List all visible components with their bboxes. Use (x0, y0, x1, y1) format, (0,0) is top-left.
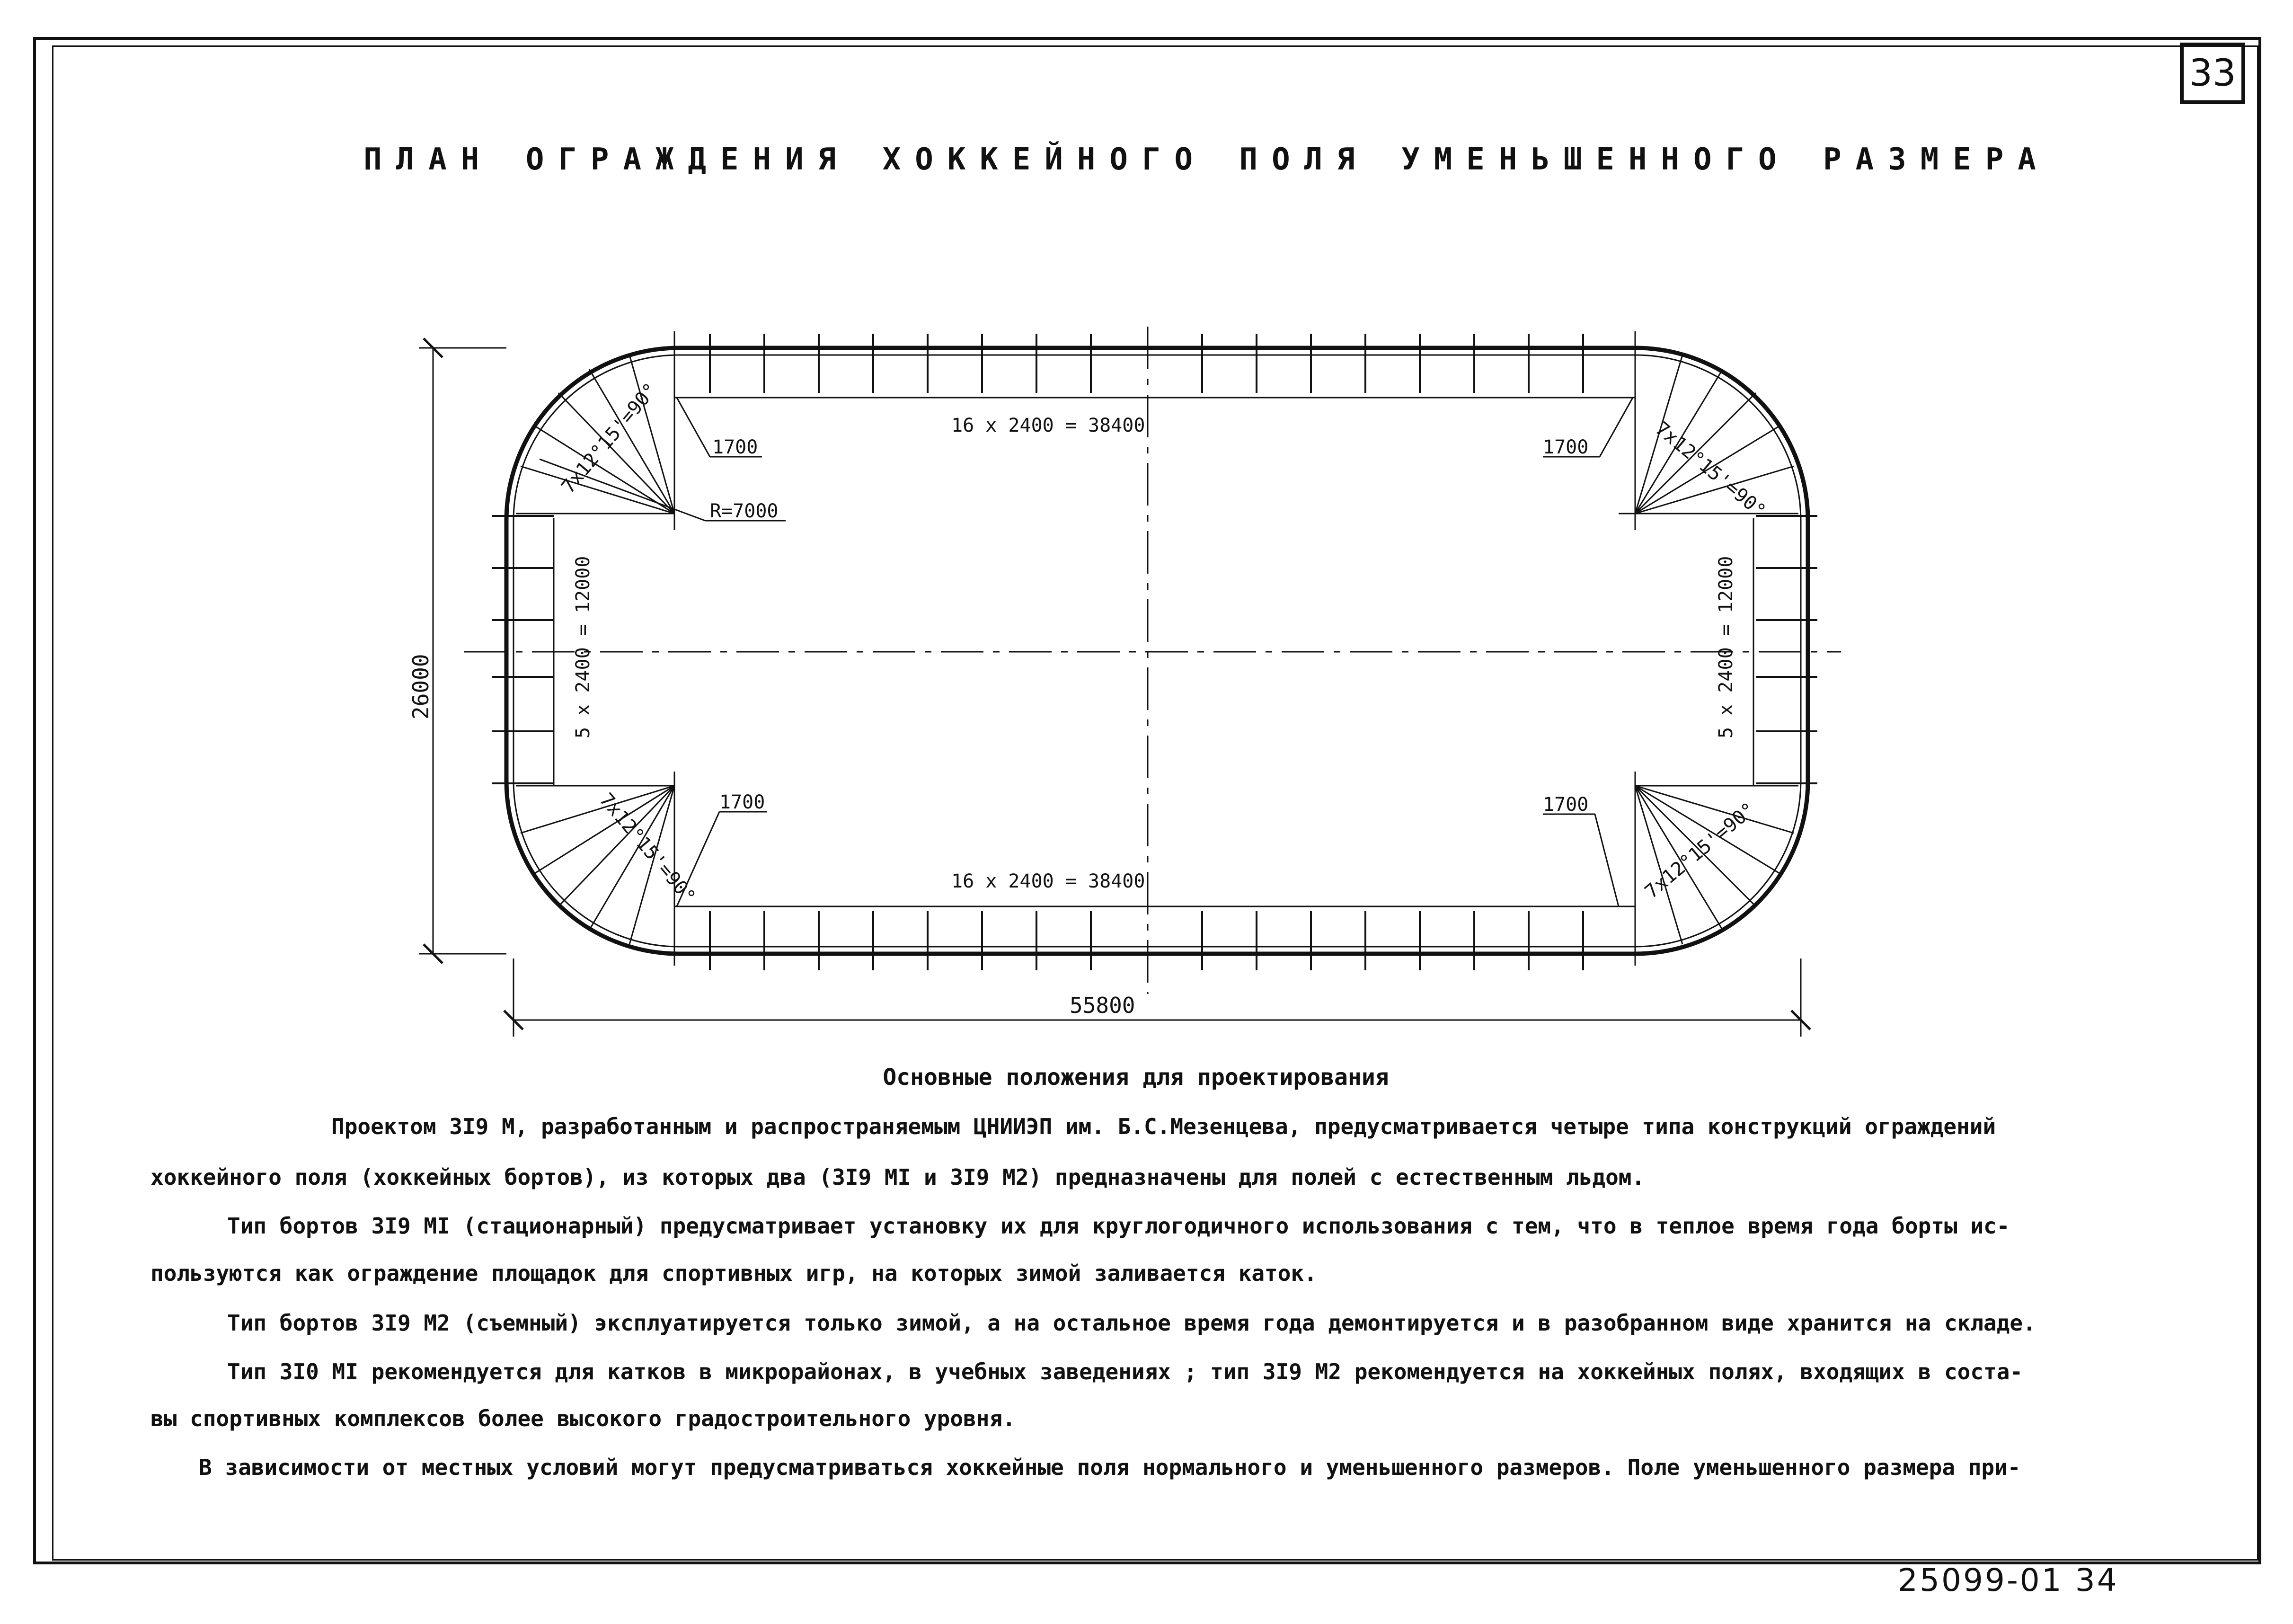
label-offset-top-right: 1700 (1543, 436, 1589, 458)
label-offset-bottom-left: 1700 (719, 791, 765, 813)
label-corner-top-right: 7x12°15'=90° (1651, 417, 1770, 523)
label-corner-top-left: 7x12°15'=90° (557, 379, 662, 498)
label-radius: R=7000 (710, 500, 779, 522)
paragraph-line-1: Проектом 3I9 М, разработанным и распространяемым ЦНИИЭП им. Б.С.Мезенцева, предусматривается четыре типа конструкций ограждений (331, 1114, 1996, 1139)
label-corner-bottom-right: 7x12°15'=90° (1640, 798, 1760, 903)
paragraph-line-3: Тип бортов 3I9 МI (стационарный) предусматривает установку их для круглогодичного использования с тем, что в теплое время года борты ис- (227, 1213, 2010, 1239)
paragraph-line-6: Тип 3I0 МI рекомендуется для катков в микрорайонах, в учебных заведениях ; тип 3I9 М2 рекомендуется на хоккейных полях, входящих в соста- (227, 1359, 2023, 1384)
label-top-run: 16 x 2400 = 38400 (951, 415, 1145, 436)
paragraph-line-5: Тип бортов 3I9 М2 (съемный) эксплуатируется только зимой, а на остальное время года демонтируется и в разобранном виде хранится на складе. (227, 1310, 2036, 1336)
drawing-title: ПЛАН ОГРАЖДЕНИЯ ХОККЕЙНОГО ПОЛЯ УМЕНЬШЕННОГО РАЗМЕРА (363, 142, 2050, 177)
paragraph-line-2: хоккейного поля (хоккейных бортов), из которых два (3I9 МI и 3I9 М2) предназначены для полей с естественным льдом. (151, 1164, 1645, 1190)
leader-offset-top-right (1600, 398, 1633, 457)
label-overall-width: 55800 (1070, 993, 1135, 1018)
sheet-code: 25099-01 34 (1898, 1562, 2119, 1598)
paragraph-line-4: пользуются как ограждение площадок для спортивных игр, на которых зимой заливается каток. (151, 1260, 1317, 1286)
section-heading: Основные положения для проектирования (883, 1064, 1389, 1091)
leader-offset-top-left (677, 398, 710, 457)
leader-offset-bottom-right (1595, 814, 1619, 906)
label-bottom-run: 16 x 2400 = 38400 (951, 870, 1145, 892)
label-corner-bottom-left: 7x12°15'=90° (595, 789, 700, 908)
corner-radials-top-left (516, 353, 674, 514)
label-overall-height: 26000 (408, 654, 434, 719)
rink-boards-outer (506, 348, 1808, 954)
paragraph-line-7: вы спортивных комплексов более высокого градостроительного уровня. (151, 1406, 1016, 1431)
paragraph-line-8: В зависимости от местных условий могут предусматриваться хоккейные поля нормального и уменьшенного размеров. Поле уменьшенного размера при- (199, 1455, 2021, 1480)
label-left-run: 5 x 2400 = 12000 (572, 556, 594, 738)
label-offset-top-left: 1700 (712, 436, 758, 458)
sheet-number: 33 (2180, 43, 2245, 104)
label-right-run: 5 x 2400 = 12000 (1715, 556, 1737, 738)
label-offset-bottom-right: 1700 (1543, 794, 1589, 816)
